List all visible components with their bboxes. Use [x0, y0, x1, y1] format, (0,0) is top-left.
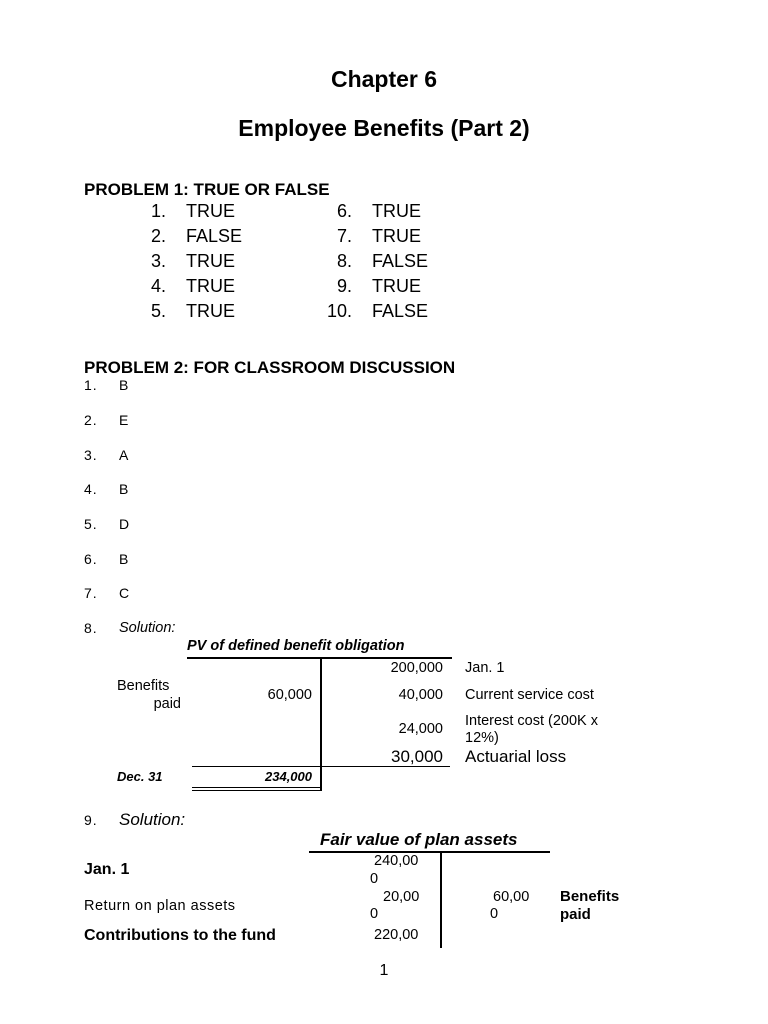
return-amount-cont: 0	[370, 906, 379, 922]
mc-answer: B	[119, 481, 130, 497]
closing-balance-label: Dec. 31	[117, 769, 163, 784]
tf-answer: TRUE	[372, 226, 421, 246]
t-account-top-line	[309, 851, 550, 853]
tf-answer: TRUE	[186, 276, 235, 296]
tf-answer: FALSE	[372, 251, 429, 271]
tf-number: 8.	[336, 251, 352, 271]
tf-answer: FALSE	[372, 301, 429, 321]
current-service-cost-label: Current service cost	[465, 687, 594, 703]
actuarial-loss-label: Actuarial loss	[465, 747, 567, 766]
benefits-paid-label-cont: paid	[560, 906, 591, 923]
tf-answer: TRUE	[372, 276, 421, 296]
interest-cost-amount: 24,000	[398, 721, 443, 737]
tf-number: 5.	[150, 301, 166, 321]
actuarial-loss-amount: 30,000	[391, 747, 443, 766]
mc-number: 5.	[84, 516, 98, 532]
tf-number: 10.	[326, 301, 352, 321]
tf-number: 4.	[150, 276, 166, 296]
balance-rule-line	[192, 766, 450, 767]
item-9-number: 9.	[84, 812, 98, 828]
jan-1-amount-cont: 0	[370, 871, 379, 887]
item-8-solution-label: Solution:	[119, 620, 176, 636]
tf-answer: TRUE	[186, 301, 235, 321]
return-on-plan-assets-label: Return on plan assets	[84, 898, 236, 914]
tf-answer: TRUE	[186, 201, 235, 221]
problem-1-heading: PROBLEM 1: TRUE OR FALSE	[84, 180, 330, 199]
chapter-title: Chapter 6	[330, 66, 438, 92]
benefits-paid-label-cont: paid	[153, 696, 181, 712]
tf-number: 1.	[150, 201, 166, 221]
mc-answer: A	[119, 447, 130, 463]
fvpa-account-title: Fair value of plan assets	[320, 830, 518, 849]
tf-number: 7.	[336, 226, 352, 246]
contributions-amount: 220,00	[374, 927, 419, 943]
tf-number: 9.	[336, 276, 352, 296]
mc-answer: E	[119, 412, 130, 428]
mc-answer: B	[119, 551, 130, 567]
benefits-paid-amount: 60,000	[267, 687, 312, 703]
benefits-paid-label: Benefits	[560, 888, 620, 905]
page-number: 1	[379, 962, 389, 979]
mc-number: 7.	[84, 585, 98, 601]
pv-dbo-account-title: PV of defined benefit obligation	[187, 638, 405, 654]
mc-number: 3.	[84, 447, 98, 463]
t-account-vertical-line	[440, 851, 442, 948]
contributions-label: Contributions to the fund	[84, 927, 276, 944]
item-9-solution-label: Solution:	[119, 810, 186, 829]
jan-1-amount: 240,00	[374, 853, 419, 869]
tf-answer: TRUE	[186, 251, 235, 271]
tf-answer: TRUE	[372, 201, 421, 221]
mc-answer: B	[119, 377, 130, 393]
mc-answer: D	[119, 516, 131, 532]
item-8-number: 8.	[84, 620, 98, 636]
mc-number: 2.	[84, 412, 98, 428]
current-service-cost-amount: 40,000	[398, 687, 443, 703]
jan-1-label: Jan. 1	[84, 861, 130, 878]
opening-balance-amount: 200,000	[390, 660, 443, 676]
interest-cost-label: Interest cost (200K x	[465, 713, 598, 729]
closing-balance-amount: 234,000	[265, 769, 312, 784]
chapter-subtitle: Employee Benefits (Part 2)	[238, 115, 530, 141]
interest-cost-label-cont: 12%)	[465, 730, 499, 746]
problem-2-heading: PROBLEM 2: FOR CLASSROOM DISCUSSION	[84, 358, 456, 377]
tf-number: 6.	[336, 201, 352, 221]
benefits-paid-amount: 60,00	[493, 889, 530, 905]
tf-number: 3.	[150, 251, 166, 271]
mc-number: 6.	[84, 551, 98, 567]
return-amount: 20,00	[383, 889, 420, 905]
mc-answer: C	[119, 585, 131, 601]
tf-number: 2.	[150, 226, 166, 246]
mc-number: 1.	[84, 377, 98, 393]
tf-answer: FALSE	[186, 226, 243, 246]
mc-number: 4.	[84, 481, 98, 497]
benefits-paid-label: Benefits	[117, 678, 170, 694]
opening-balance-label: Jan. 1	[465, 660, 505, 676]
double-underline-2	[192, 790, 322, 791]
double-underline-1	[192, 787, 322, 788]
t-account-vertical-line	[320, 657, 322, 790]
benefits-paid-amount-cont: 0	[490, 906, 499, 922]
